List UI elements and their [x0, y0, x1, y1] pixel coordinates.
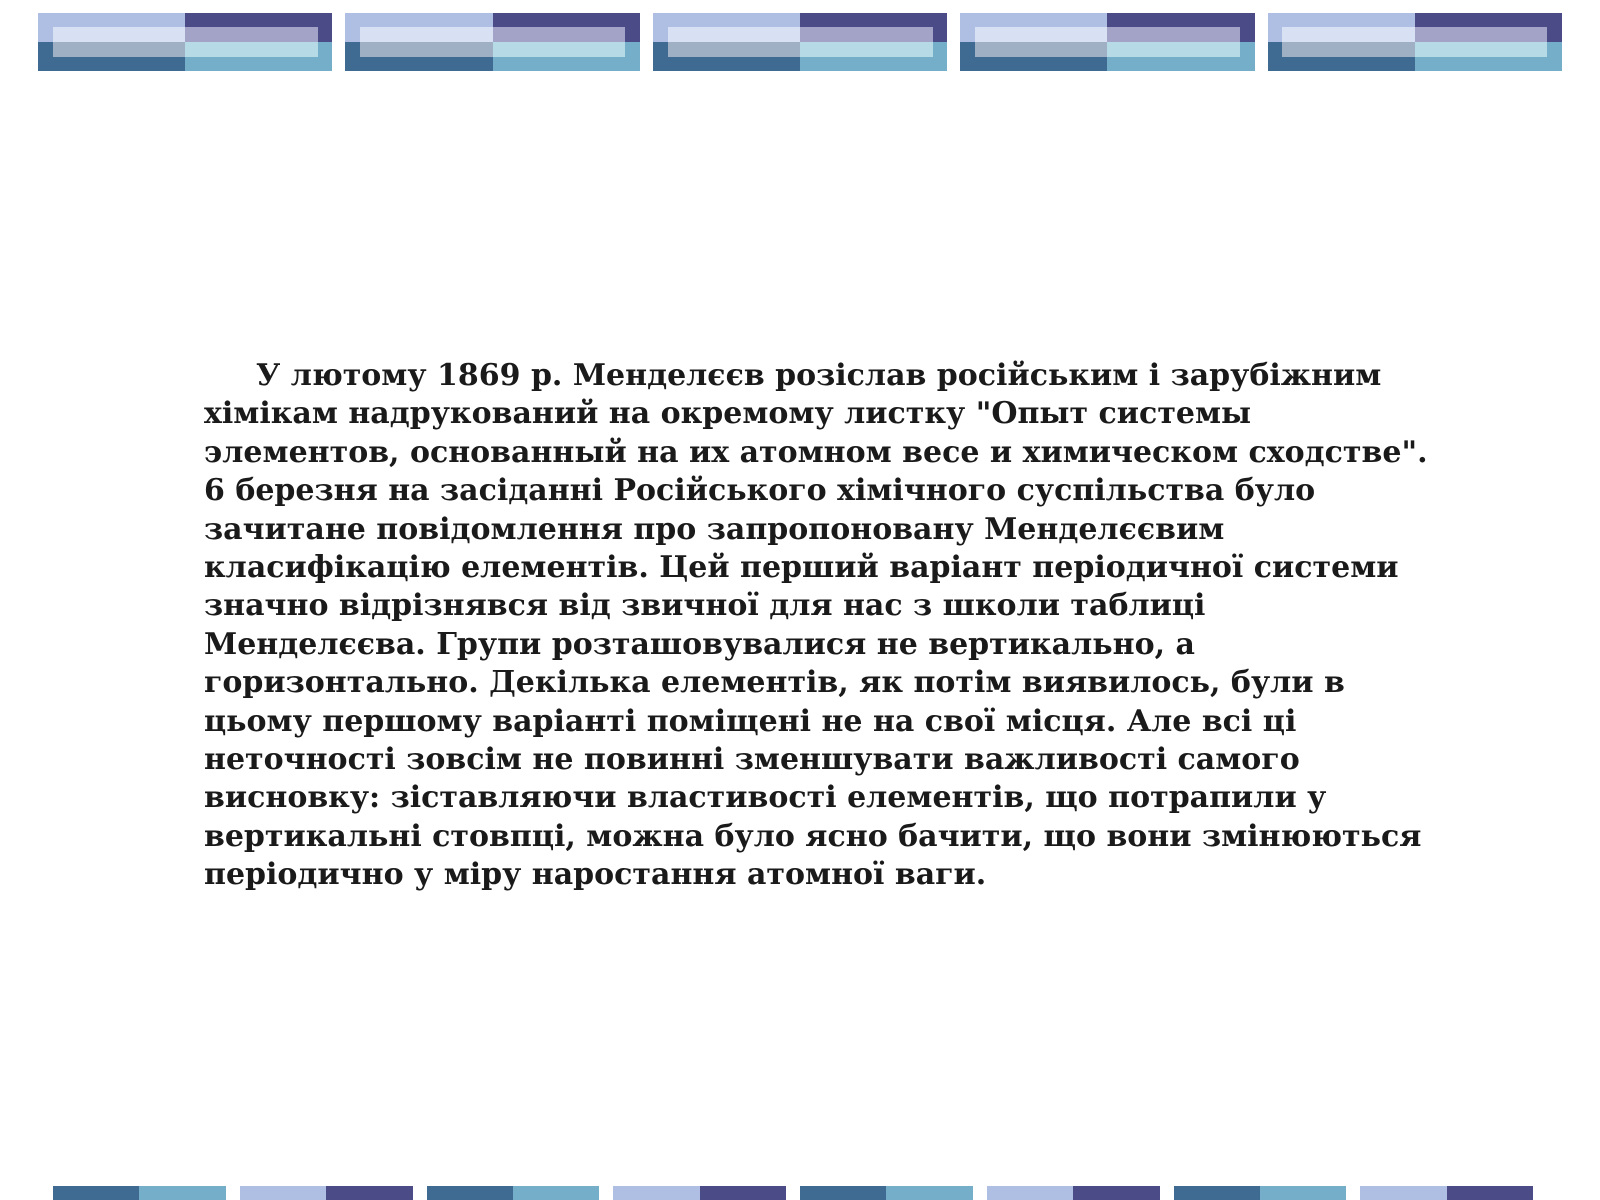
top-decorative-block: [960, 13, 1254, 71]
bottom-decorative-block: [240, 1186, 413, 1200]
bottom-decorative-block: [987, 1186, 1160, 1200]
bottom-decorative-band: [53, 1186, 1533, 1200]
slide-body-text: У лютому 1869 р. Менделєєв розіслав російським і зарубіжним хімікам надрукований на окремому листку "Опыт системы элементов, основанный на их атомном весе и химическом сходстве". 6 березня на засіданні Російського хімічного суспільства було зачитане повідомлення про запропоновану Менделєєвим класифікацію елементів. Цей перший варіант періодичної системи значно відрізнявся від звичної для нас з школи таблиці Менделєєва. Групи розташовувалися не вертикально, а горизонтально. Декілька елементів, як потім виявилось, були в цьому першому варіанті поміщені не на свої місця. Але всі ці неточності зовсім не повинні зменшувати важливості самого висновку: зіставляючи властивості елементів, що потрапили у вертикальні стовпці, можна було ясно бачити, що вони змінюються періодично у міру наростання атомної ваги.: [204, 358, 1428, 893]
bottom-decorative-block: [613, 1186, 786, 1200]
top-decorative-block: [345, 13, 639, 71]
top-decorative-block: [1268, 13, 1562, 71]
top-decorative-block: [653, 13, 947, 71]
bottom-decorative-block: [1360, 1186, 1533, 1200]
bottom-decorative-block: [1174, 1186, 1347, 1200]
bottom-decorative-block: [800, 1186, 973, 1200]
top-decorative-block: [38, 13, 332, 71]
bottom-decorative-block: [427, 1186, 600, 1200]
top-decorative-band: [38, 13, 1562, 71]
bottom-decorative-block: [53, 1186, 226, 1200]
